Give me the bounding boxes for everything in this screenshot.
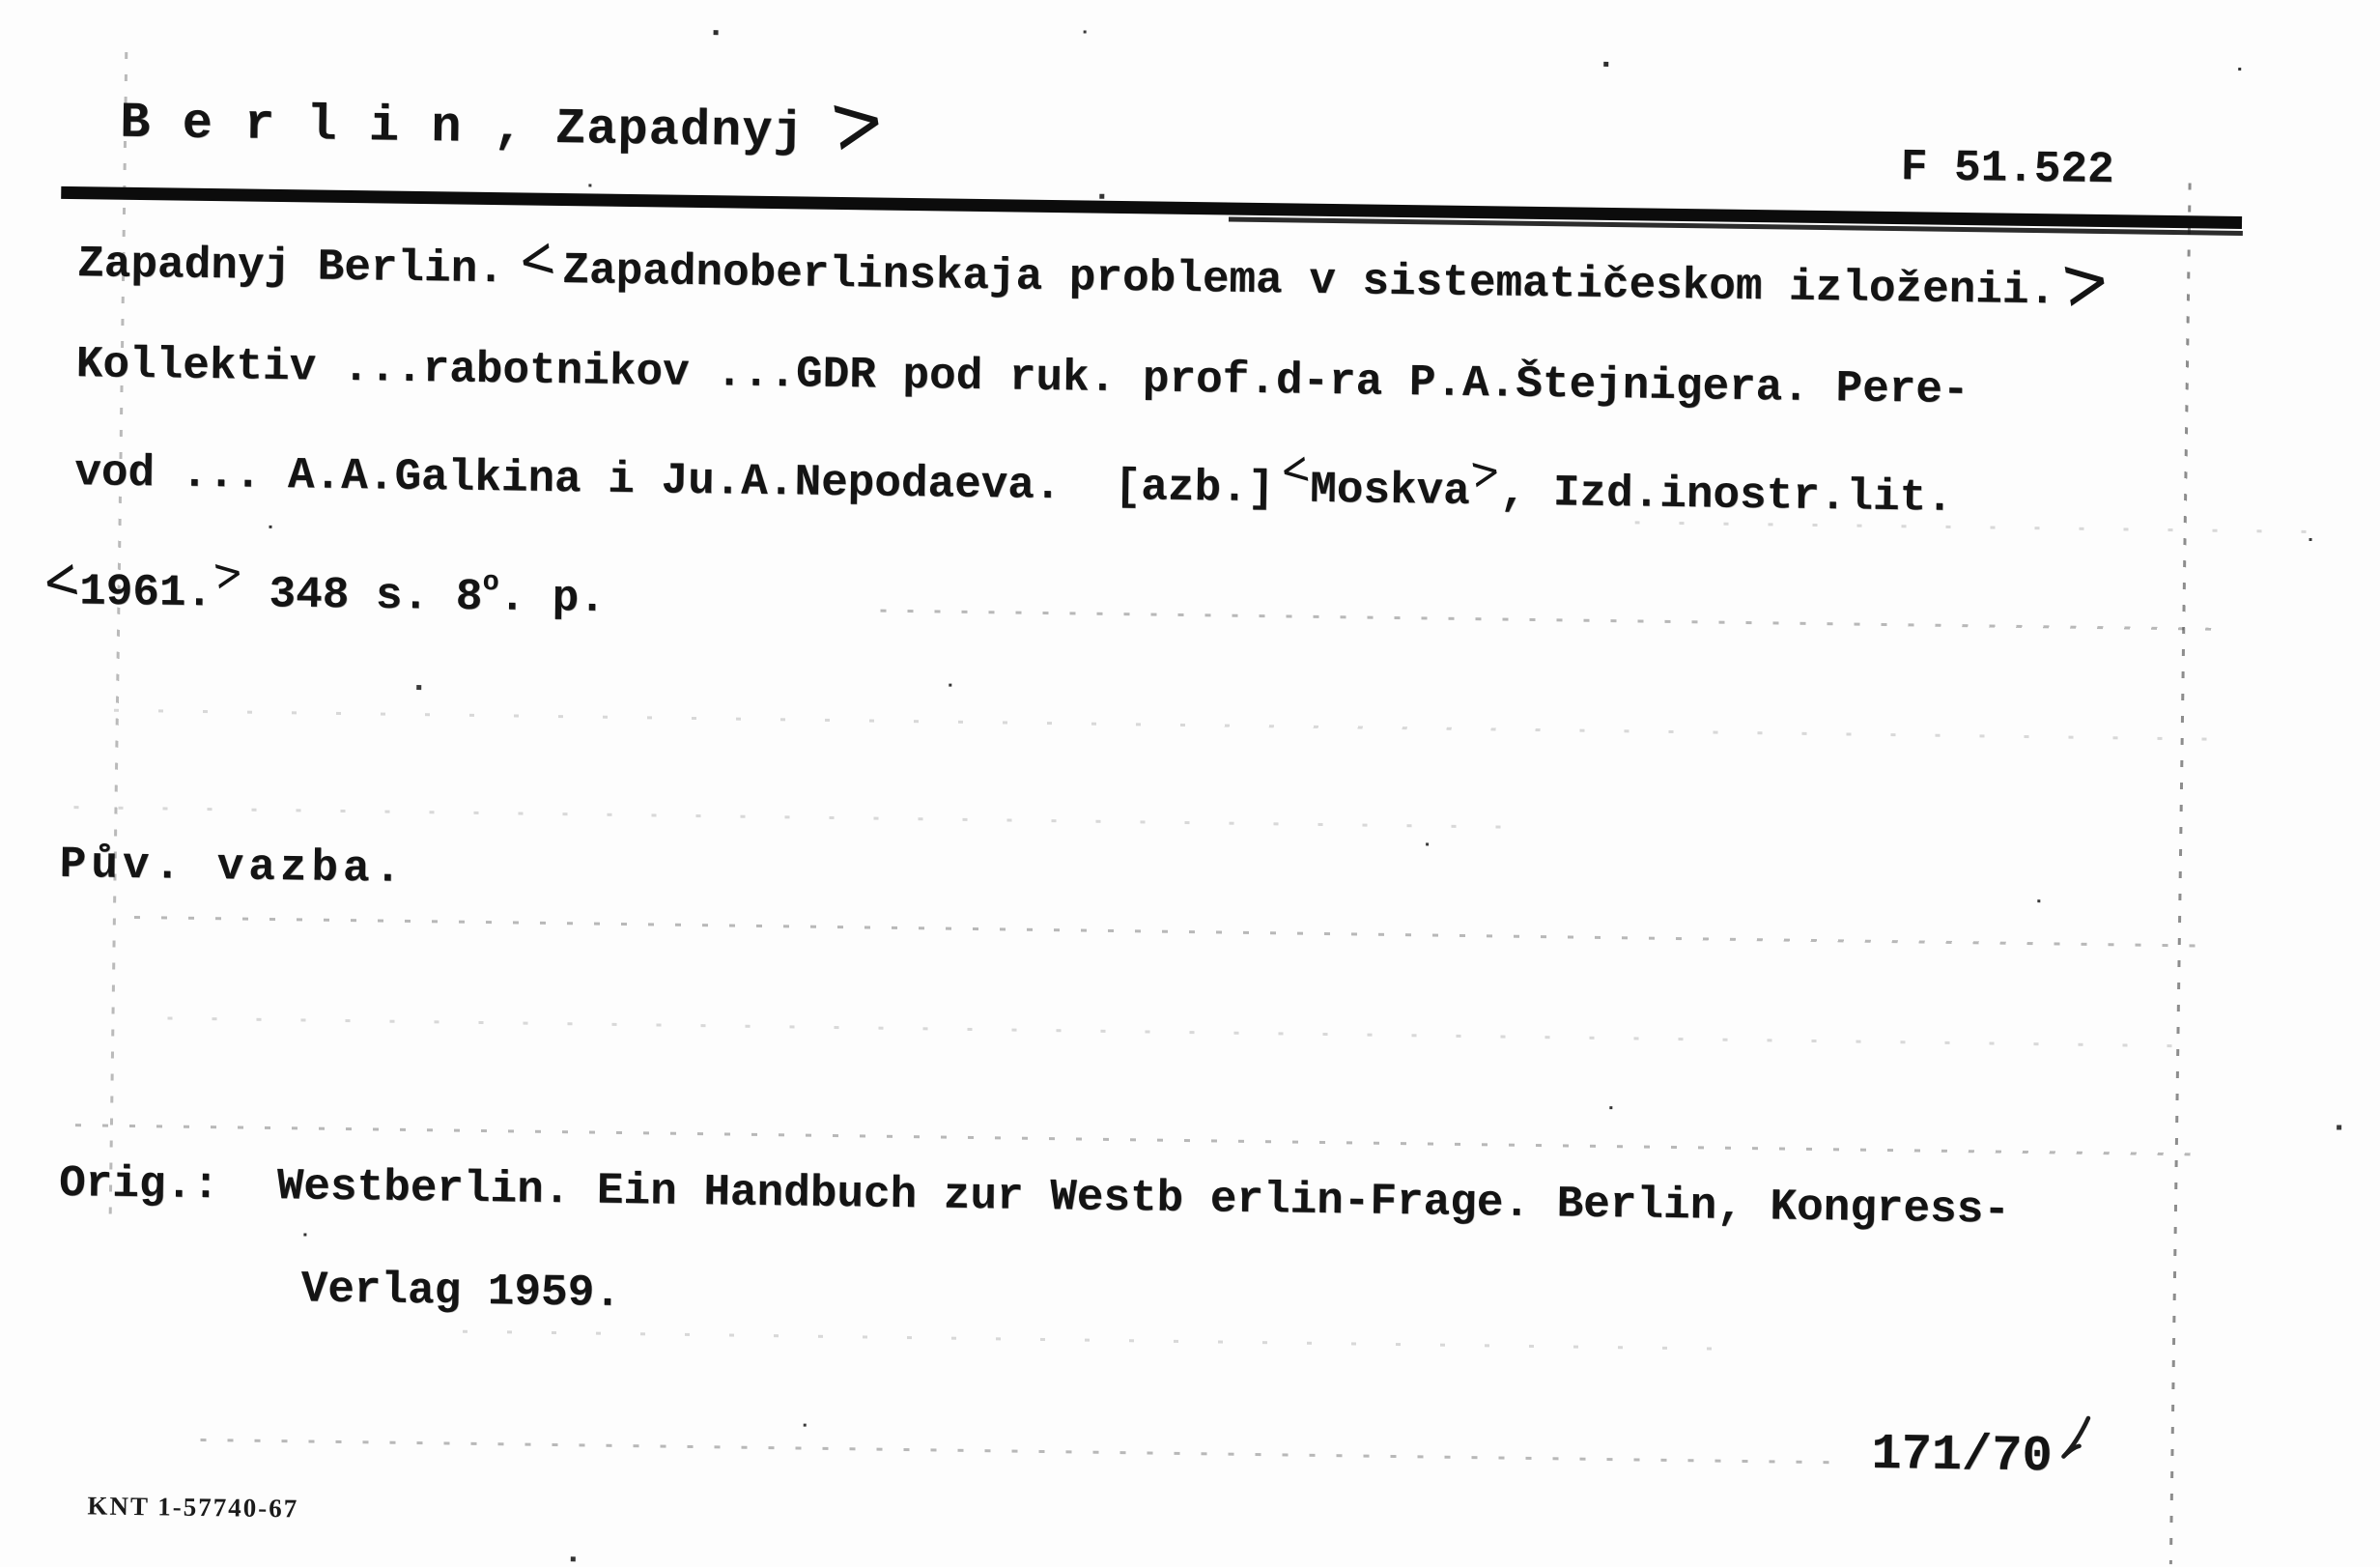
imprint-place: Moskva	[1309, 464, 1471, 518]
dotted-rule	[200, 1439, 1842, 1464]
orig-line-1	[59, 1156, 2011, 1238]
dotted-rule	[114, 709, 2210, 741]
header-insertion-mark: >	[821, 68, 893, 175]
translators-post: , Izd.inostr.lit.	[1499, 467, 1954, 524]
scan-speckles	[0, 0, 3, 3]
dotted-rule	[1635, 521, 2311, 533]
binding-note: Pův. vazba.	[59, 839, 407, 895]
header-heading: B e r l i n , Zapadnyj	[119, 94, 806, 161]
header-heading-line	[119, 68, 893, 175]
place-open-mark: <	[1276, 440, 1315, 499]
dotted-rule	[134, 916, 2206, 948]
dotted-rule	[75, 1124, 2191, 1155]
title-main: Zapadnoberlinskaja problema v sistematičeskom izloženii.	[562, 245, 2056, 317]
orig-label: Orig.:	[58, 1157, 220, 1211]
title-open-mark: <	[512, 221, 560, 296]
dotted-rule	[463, 1330, 1718, 1351]
dotted-rule	[73, 806, 1522, 829]
right-margin-dotted-line	[2169, 183, 2192, 1564]
handwritten-tick-icon	[2056, 1411, 2098, 1463]
dotted-rule	[167, 1016, 2205, 1047]
accession-line	[1871, 1410, 2097, 1485]
card-form-code: KNT 1-57740-67	[87, 1491, 299, 1524]
orig-line-2: Verlag 1959.	[300, 1264, 622, 1319]
imprint-year: 1961.	[78, 566, 213, 619]
imprint-end: . p.	[498, 572, 607, 625]
title-pre: Zapadnyj Berlin.	[76, 239, 505, 296]
year-close-mark: >	[209, 544, 247, 604]
imprint-line	[37, 543, 607, 626]
collective-line: Kollektiv ...rabotnikov ...GDR pod ruk. prof.d-ra P.A.Štejnigera. Pere-	[75, 339, 1969, 416]
translators-pre: vod ... A.A.Galkina i Ju.A.Nepodaeva. [azb.]	[73, 447, 1275, 515]
title-close-mark: >	[2054, 234, 2117, 329]
call-number: F 51.522	[1900, 142, 2114, 196]
dotted-rule	[880, 610, 2213, 631]
title-line	[76, 221, 2117, 329]
place-close-mark: >	[1465, 442, 1505, 501]
orig-text-1: Westberlin. Ein Handbuch zur Westb erlin-Frage. Berlin, Kongress-	[276, 1161, 2011, 1236]
year-open-mark: <	[37, 543, 85, 616]
format-superscript: o	[482, 565, 499, 599]
left-margin-dotted-line	[109, 52, 128, 1221]
imprint-collation: 348 s. 8	[241, 568, 483, 623]
translators-line	[73, 440, 1954, 526]
accession-number: 171/70	[1871, 1425, 2054, 1486]
